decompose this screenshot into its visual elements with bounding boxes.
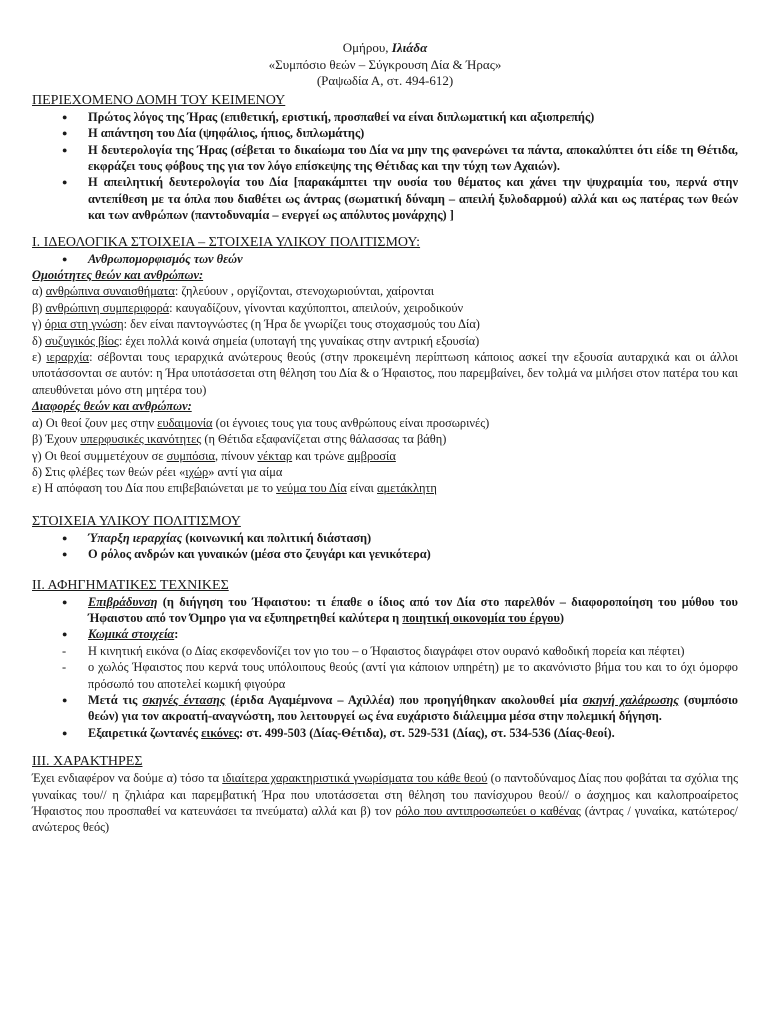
dash-item: - ο χωλός Ήφαιστος που κερνά τους υπόλοιπους θεούς (αντί για κάποιον υπηρέτη) με το ακανόνιστο βήμα του και το όχι όμορφο πρόσωπό του αποτελεί κωμική φιγούρα — [88, 659, 738, 692]
line-text: : σέβονται τους ιεραρχικά ανώτερους θεούς (στην προκειμένη περίπτωση κάποιος ασκεί την εξουσία αυταρχικά και οι άλλοι υποτάσσονται σε αυτόν: η Ήρα υποτάσσεται στη θέληση του Δία & ο Ήφαιστος, που παρεμβαίνει, δεν τολμά να μιλήσει στον πατέρα του και απευθύνεται μόνο στη μητέρα του) — [32, 350, 738, 397]
list-item — [88, 142, 738, 175]
paragraph-term: ιδιαίτερα χαρακτηριστικά γνωρίσματα του κάθε θεού — [222, 771, 488, 786]
item-text: : — [174, 627, 179, 642]
line-term: συμπόσια — [166, 448, 215, 463]
anthropomorphism-list — [32, 251, 738, 267]
line-term: ανθρώπινη συμπεριφορά — [45, 300, 170, 315]
item-head: Κωμικά στοιχεία — [88, 627, 175, 642]
similarity-line — [32, 333, 738, 349]
similarity-line — [32, 349, 738, 398]
line-text: α) Οι θεοί ζουν μες στην — [32, 415, 158, 430]
line-term: ιχώρ — [185, 464, 209, 479]
list-item — [88, 109, 738, 125]
item-text: (επιθετική, εριστική, προσπαθεί να είναι διπλωματική και αξιοπρεπής) — [217, 109, 595, 124]
line-text: : έχει πολλά κοινά σημεία (υποταγή της γυναίκας στην αντρική εξουσία) — [118, 333, 480, 348]
list-item — [88, 546, 738, 562]
line-prefix: β) — [32, 300, 46, 315]
item-text: Μετά τις — [88, 692, 143, 707]
similarities-title: Ομοιότητες θεών και ανθρώπων: — [32, 268, 204, 283]
author-name: Ομήρου, — [342, 40, 392, 55]
line-prefix: γ) — [32, 317, 45, 332]
item-head: Η απάντηση του Δία — [88, 126, 196, 141]
item-text: : στ. 499-503 (Δίας-Θέτιδα), στ. 529-531 (Δίας), στ. 534-536 (Δίας-θεοί). — [239, 725, 615, 740]
similarity-line — [32, 283, 738, 299]
item-head: Ύπαρξη ιεραρχίας — [88, 530, 183, 545]
item-text: (ψηφάλιος, ήπιος, διπλωμάτης) — [195, 126, 365, 141]
line-term: νεύμα του Δία — [276, 481, 347, 496]
paragraph-term: ρόλο που αντιπροσωπεύει ο καθένας — [395, 804, 581, 818]
characters-paragraph — [32, 770, 738, 836]
line-text: γ) Οι θεοί συμμετέχουν σε — [32, 448, 167, 463]
difference-line — [32, 448, 738, 464]
difference-line — [32, 415, 738, 431]
list-item — [88, 125, 738, 141]
line-text: (η Θέτιδα εξαφανίζεται στης θάλασσας τα βάθη) — [201, 432, 447, 447]
header-reference: (Ραψωδία Α, στ. 494-612) — [316, 73, 454, 89]
line-text: : καυγαδίζουν, γίνονται καχύποπτοι, απειλούν, χειροδικούν — [169, 300, 464, 315]
line-term: αμετάκλητη — [377, 481, 437, 496]
item-head: Πρώτος λόγος της Ήρας — [88, 109, 218, 124]
line-prefix: δ) — [32, 333, 46, 348]
narrative-list-continued — [32, 692, 738, 741]
differences-title: Διαφορές θεών και ανθρώπων: — [32, 399, 192, 414]
line-text: : ζηλεύουν , οργίζονται, στενοχωριούνται, χαίρονται — [174, 284, 435, 299]
item-head: Ανθρωπομορφισμός των θεών — [88, 251, 243, 266]
item-text: (σέβεται το δικαίωμα του Δία να μην της φανερώνει τα πάντα, αποκαλύπτει ότι είδε τη Θέτιδα, εκφράζει τους φόβους της για τον λόγο επίσκεψης της Θέτιδας και την τύχη των Αχαιών). — [88, 142, 738, 173]
narrative-list — [32, 594, 738, 643]
line-text: ε) Η απόφαση του Δία που επιβεβαιώνεται με το — [32, 481, 277, 496]
content-list — [32, 109, 738, 224]
line-text: , πίνουν — [215, 448, 258, 463]
list-item — [88, 725, 738, 741]
header-title — [32, 40, 738, 57]
document-header — [32, 40, 738, 90]
item-term: σκηνές έντασης — [142, 692, 226, 707]
line-term: αμβροσία — [347, 448, 396, 463]
section-characters-title: ΙΙΙ. ΧΑΡΑΚΤΗΡΕΣ — [32, 754, 143, 770]
comic-elements-list — [32, 643, 738, 692]
item-text: (κοινωνική και πολιτική διάσταση) — [182, 530, 372, 545]
list-item — [88, 692, 738, 725]
material-list — [32, 530, 738, 563]
section-material-title: ΣΤΟΙΧΕΙΑ ΥΛΙΚΟΥ ΠΟΛΙΤΙΣΜΟΥ — [32, 513, 241, 529]
line-term: ανθρώπινα συναισθήματα — [45, 284, 175, 299]
line-prefix: α) — [32, 284, 46, 299]
line-text: και τρώνε — [292, 448, 348, 463]
dash-item: - Η κινητική εικόνα (ο Δίας εκσφενδονίζει τον γιο του – ο Ήφαιστος διαγράφει στον ουρανό καθοδική πορεία και πέφτει) — [88, 643, 738, 659]
item-head: Η δευτερολογία της Ήρας — [88, 142, 228, 157]
item-text: (η διήγηση του Ήφαιστου: τι έπαθε ο ίδιος από τον Δία στο παρελθόν – διαφοροποίηση του μύθου του Ήφαιστου από τον Όμηρο για να εξυπηρετηθεί καλύτερα η — [88, 594, 738, 625]
item-text: Εξαιρετικά ζωντανές — [88, 725, 202, 740]
item-text: (συμπόσιο θεών) για τον ακροατή-αναγνώστη, που λειτουργεί ως ένα ευχάριστο διάλειμμα μέσα στην πολεμική δήγηση. — [88, 692, 738, 724]
section-ideological-title: Ι. ΙΔΕΟΛΟΓΙΚΑ ΣΤΟΙΧΕΙΑ – ΣΤΟΙΧΕΙΑ ΥΛΙΚΟΥ ΠΟΛΙΤΙΣΜΟΥ: — [32, 234, 421, 250]
item-text: ) — [559, 610, 565, 625]
list-item — [88, 251, 738, 267]
similarity-line — [32, 316, 738, 332]
line-prefix: ε) — [32, 350, 47, 365]
list-item — [88, 174, 738, 223]
line-term: όρια στη γνώση — [44, 317, 124, 332]
difference-line — [32, 431, 738, 447]
header-subtitle: «Συμπόσιο θεών – Σύγκρουση Δία & Ήρας» — [268, 56, 502, 72]
list-item — [88, 626, 738, 642]
line-text: είναι — [346, 481, 377, 496]
item-text: (μέσα στο ζευγάρι και γενικότερα) — [247, 547, 431, 562]
paragraph-text: (άντρας / γυναίκα, κατώτερος/ ανώτερος θεός) — [32, 804, 738, 835]
line-text: » αντί για αίμα — [208, 464, 283, 479]
line-term: ιεραρχία — [46, 350, 90, 365]
line-text: (οι έγνοιες τους για τους ανθρώπους είναι προσωρινές) — [212, 415, 490, 430]
item-text: (έριδα Αγαμέμνονα – Αχιλλέα) που προηγήθηκαν ακολουθεί μία — [225, 692, 583, 707]
section-narrative-title: ΙΙ. ΑΦΗΓΗΜΑΤΙΚΕΣ ΤΕΧΝΙΚΕΣ — [32, 577, 229, 593]
item-term: σκηνή χαλάρωσης — [582, 692, 679, 707]
line-term: νέκταρ — [257, 448, 293, 463]
item-term: εικόνες — [201, 725, 240, 740]
line-term: ευδαιμονία — [157, 415, 213, 430]
difference-line — [32, 464, 738, 480]
similarity-line — [32, 300, 738, 316]
list-item — [88, 594, 738, 627]
line-term: υπερφυσικές ικανότητες — [80, 432, 202, 447]
line-text: : δεν είναι παντογνώστες (η Ήρα δε γνωρίζει τους στοχασμούς του Δία) — [123, 317, 480, 332]
item-text: [παρακάμπτει την ουσία του θέματος και χάνει την ψυχραιμία του, περνά στην αντεπίθεση με τα όπλα που διαθέτει ως άντρας (σωματική δύναμη – απειλή ξυλοδαρμού) αλλά και ως πατέρας των θεών και των ανθρώπων (παντοδυναμία – ενεργεί ως απόλυτος μονάρχης) ] — [88, 175, 738, 223]
work-title: Ιλιάδα — [391, 40, 428, 55]
section-content-title: ΠΕΡΙΕΧΟΜΕΝΟ ΔΟΜΗ ΤΟΥ ΚΕΙΜΕΝΟΥ — [32, 92, 286, 108]
item-head: Ο ρόλος ανδρών και γυναικών — [88, 547, 248, 562]
item-head: Επιβράδυνση — [88, 594, 158, 609]
line-text: β) Έχουν — [32, 432, 81, 447]
line-term: συζυγικός βίος — [45, 333, 119, 348]
difference-line — [32, 480, 738, 496]
list-item — [88, 530, 738, 546]
item-term: ποιητική οικονομία του έργου — [402, 610, 560, 625]
item-head: Η απειλητική δευτερολογία του Δία — [88, 175, 288, 190]
line-text: δ) Στις φλέβες των θεών ρέει « — [32, 464, 186, 479]
paragraph-text: Έχει ενδιαφέρον να δούμε α) τόσο τα — [32, 771, 223, 786]
paragraph-text: (ο παντοδύναμος Δίας που φοβάται τα σχόλια της γυναίκας του// η ζηλιάρα και παρεμβατική Ήρα που υποτάσσεται στη θέληση του πανίσχυρου θεού// ο άσχημος και καλοπροαίρετος Ήφαιστος που προσπαθεί να κατευνάσει τα πνεύματα) αλλά και β) τον — [32, 771, 738, 818]
